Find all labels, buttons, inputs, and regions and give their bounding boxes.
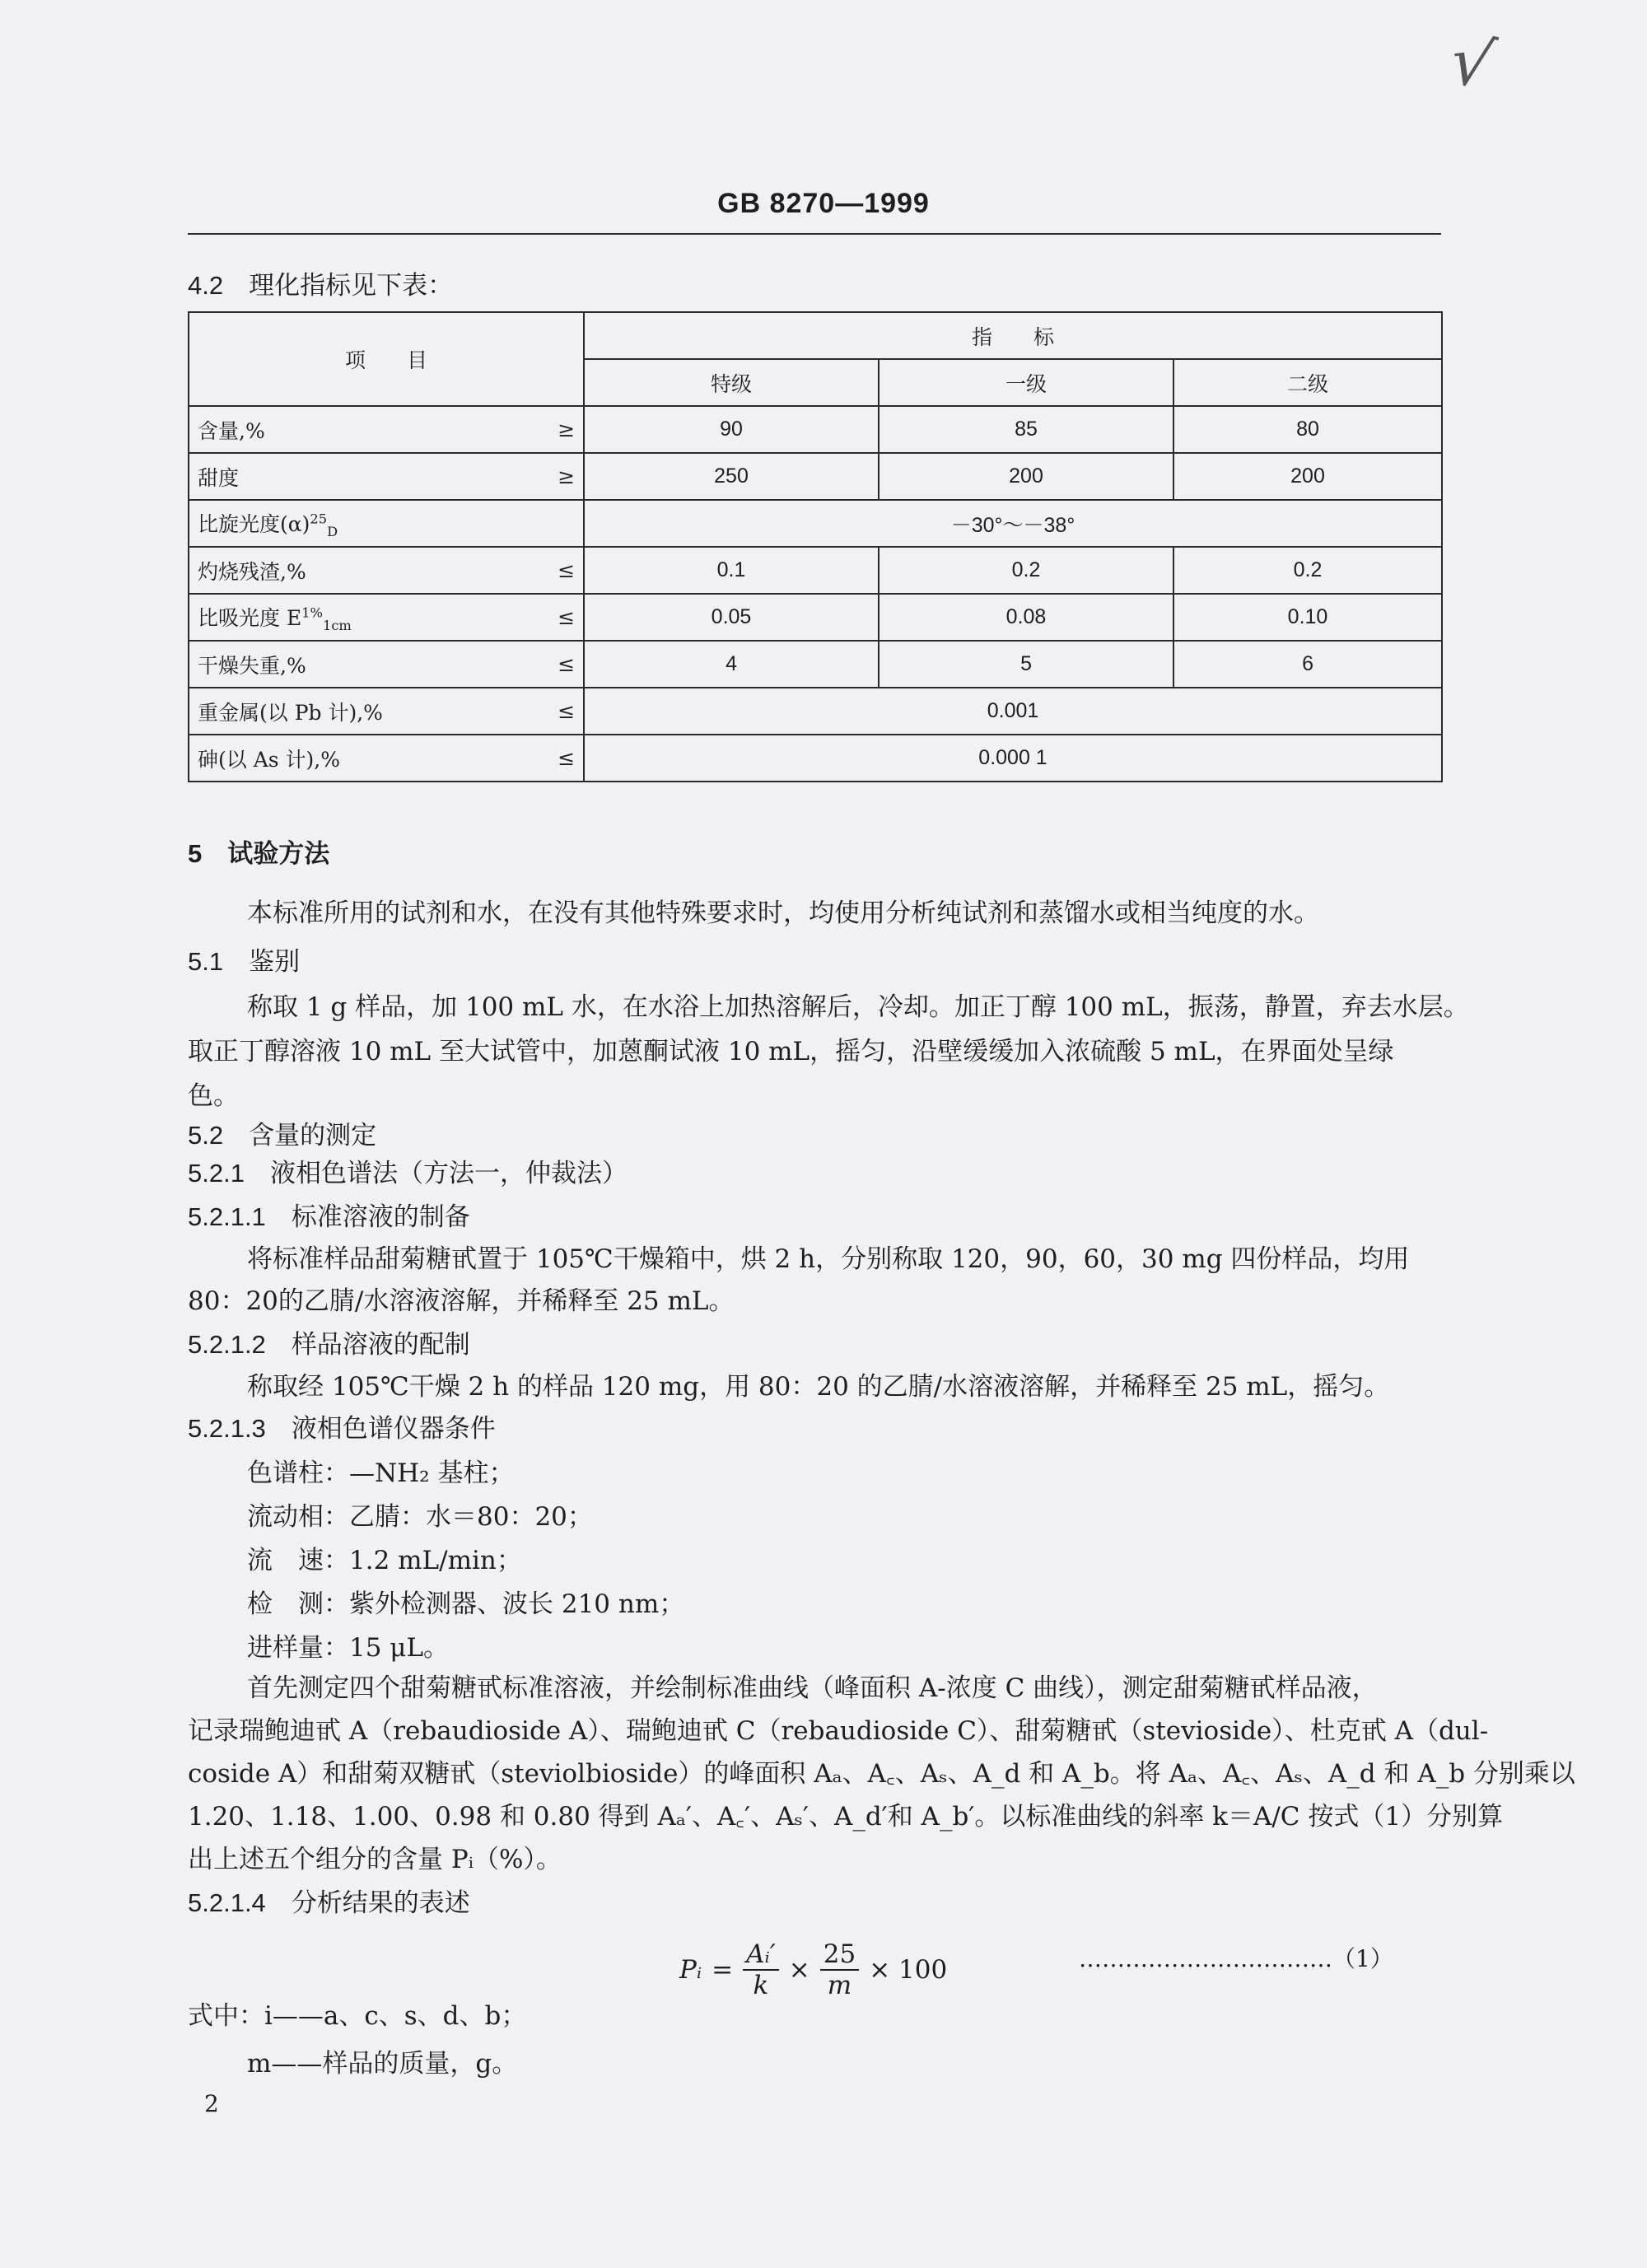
merged-value-cell: 0.000 1 — [584, 735, 1442, 782]
para-line: coside A）和甜菊双糖甙（steviolbioside）的峰面积 Aₐ、A꜀、Aₛ、A_d 和 A_b。将 Aₐ、A꜀、Aₛ、A_d 和 A_b 分别乘以 — [188, 1759, 1575, 1789]
where-line: m——样品的质量，g。 — [247, 2049, 518, 2079]
para-line: 取正丁醇溶液 10 mL 至大试管中，加蒽酮试液 10 mL，摇匀，沿壁缓缓加入浓硫酸 5 mL，在界面处呈绿 — [188, 1037, 1394, 1066]
grade-cell: 二级 — [1173, 359, 1442, 406]
para-line: 记录瑞鲍迪甙 A（rebaudioside A）、瑞鲍迪甙 C（rebaudioside C）、甜菊糖甙（stevioside）、杜克甙 A（dul- — [188, 1716, 1489, 1746]
fraction — [743, 1939, 779, 2000]
merged-value-cell: －30°～－38° — [584, 500, 1442, 547]
table-row — [189, 453, 1442, 500]
table-row — [189, 547, 1442, 594]
fraction-denominator: m — [827, 1971, 852, 2000]
section-5-2-1-2-heading: 5.2.1.2 样品溶液的配制 — [188, 1330, 470, 1360]
row-operator: ≤ — [518, 688, 584, 735]
header-rule — [188, 233, 1441, 235]
para-line: 称取 1 g 样品，加 100 mL 水，在水浴上加热溶解后，冷却。加正丁醇 100 mL，振荡，静置，弃去水层。 — [247, 992, 1469, 1022]
row-label: 重金属(以 Pb 计),% — [189, 688, 518, 735]
row-label: 砷(以 As 计),% — [189, 735, 518, 782]
row-label: 干燥失重,% — [189, 641, 518, 688]
section-5-2-1-4-heading: 5.2.1.4 分析结果的表述 — [188, 1888, 470, 1918]
header-index-cell: 指 标 — [584, 312, 1442, 359]
section-5-1-heading: 5.1 鉴别 — [188, 947, 301, 977]
row-operator — [518, 500, 584, 547]
table-header-row — [189, 312, 1442, 359]
row-label: 甜度 — [189, 453, 518, 500]
value-cell: 5 — [879, 641, 1173, 688]
row-label: 灼烧残渣,% — [189, 547, 518, 594]
section-5-2-1-heading: 5.2.1 液相色谱法（方法一，仲裁法） — [188, 1159, 628, 1188]
value-cell: 6 — [1173, 641, 1442, 688]
equation-number: ……………………………（1） — [1079, 1945, 1393, 1972]
fraction-denominator: k — [753, 1971, 769, 2000]
value-cell: 0.05 — [584, 594, 879, 641]
value-cell: 0.08 — [879, 594, 1173, 641]
value-cell: 0.2 — [1173, 547, 1442, 594]
condition-line: 进样量：15 μL。 — [247, 1633, 450, 1663]
table-row — [189, 688, 1442, 735]
para-line: 色。 — [188, 1081, 239, 1111]
row-operator: ≥ — [518, 453, 584, 500]
formula-lhs: Pᵢ — [679, 1955, 702, 1985]
table-row — [189, 735, 1442, 782]
page-header: GB 8270—1999 — [717, 188, 930, 219]
row-operator: ≤ — [518, 641, 584, 688]
section-5-2-1-3-heading: 5.2.1.3 液相色谱仪器条件 — [188, 1414, 496, 1444]
fraction — [820, 1939, 859, 2000]
value-cell: 0.10 — [1173, 594, 1442, 641]
para-line: 首先测定四个甜菊糖甙标准溶液，并绘制标准曲线（峰面积 A-浓度 C 曲线），测定甜菊糖甙样品液， — [247, 1673, 1378, 1703]
section-4-2-heading: 4.2 理化指标见下表： — [188, 271, 454, 301]
value-cell: 250 — [584, 453, 879, 500]
para-line: 出上述五个组分的含量 Pᵢ（%）。 — [188, 1845, 562, 1874]
row-operator: ≤ — [518, 735, 584, 782]
para-line: 1.20、1.18、1.00、0.98 和 0.80 得到 Aₐ′、A꜀′、Aₛ′、A_d′和 A_b′。以标准曲线的斜率 k＝A/C 按式（1）分别算 — [188, 1802, 1504, 1832]
value-cell: 4 — [584, 641, 879, 688]
header-item-cell: 项 目 — [189, 312, 584, 406]
formula: Pᵢ = $\frac{\text{Aᵢ′}}{k}$ × $\frac{25}{m}$ × 100 — [679, 1939, 948, 2000]
table-row — [189, 406, 1442, 453]
para-line: 称取经 105℃干燥 2 h 的样品 120 mg，用 80：20 的乙腈/水溶液溶解，并稀释至 25 mL，摇匀。 — [247, 1372, 1390, 1402]
value-cell: 85 — [879, 406, 1173, 453]
table-row — [189, 641, 1442, 688]
row-label: 比吸光度 $E^{1\%}_{1cm}$ — [189, 594, 518, 641]
condition-line: 流 速：1.2 mL/min； — [247, 1546, 522, 1575]
grade-cell: 一级 — [879, 359, 1173, 406]
value-cell: 200 — [879, 453, 1173, 500]
section-5-2-heading: 5.2 含量的测定 — [188, 1121, 377, 1150]
grade-cell: 特级 — [584, 359, 879, 406]
para-line: 80：20的乙腈/水溶液溶解，并稀释至 25 mL。 — [188, 1286, 735, 1316]
row-label: 比旋光度$(\alpha)^{25}_D$ — [189, 500, 518, 547]
fraction-numerator: 25 — [820, 1939, 859, 1971]
formula-tail: × 100 — [869, 1955, 948, 1985]
page-number: 2 — [204, 2090, 219, 2117]
row-operator: ≥ — [518, 406, 584, 453]
intro-paragraph: 本标准所用的试剂和水，在没有其他特殊要求时，均使用分析纯试剂和蒸馏水或相当纯度的水。 — [247, 898, 1319, 928]
row-operator: ≤ — [518, 594, 584, 641]
condition-line: 检 测：紫外检测器、波长 210 nm； — [247, 1589, 685, 1619]
value-cell: 90 — [584, 406, 879, 453]
spec-table — [188, 311, 1443, 782]
row-label: 含量,% — [189, 406, 518, 453]
para-line: 将标准样品甜菊糖甙置于 105℃干燥箱中，烘 2 h，分别称取 120，90，60，30 mg 四份样品，均用 — [247, 1244, 1410, 1274]
merged-value-cell: 0.001 — [584, 688, 1442, 735]
check-mark: √ — [1443, 21, 1501, 105]
row-operator: ≤ — [518, 547, 584, 594]
value-cell: 0.2 — [879, 547, 1173, 594]
value-cell: 0.1 — [584, 547, 879, 594]
table-row — [189, 500, 1442, 547]
table-row — [189, 594, 1442, 641]
section-5-heading: 5 试验方法 — [188, 839, 330, 869]
value-cell: 200 — [1173, 453, 1442, 500]
condition-line: 流动相：乙腈：水＝80：20； — [247, 1502, 593, 1532]
section-5-2-1-1-heading: 5.2.1.1 标准溶液的制备 — [188, 1202, 470, 1232]
where-line: 式中：i——a、c、s、d、b； — [188, 2001, 527, 2031]
condition-line: 色谱柱：—NH₂ 基柱； — [247, 1458, 515, 1488]
value-cell: 80 — [1173, 406, 1442, 453]
fraction-numerator: Aᵢ′ — [743, 1939, 779, 1971]
